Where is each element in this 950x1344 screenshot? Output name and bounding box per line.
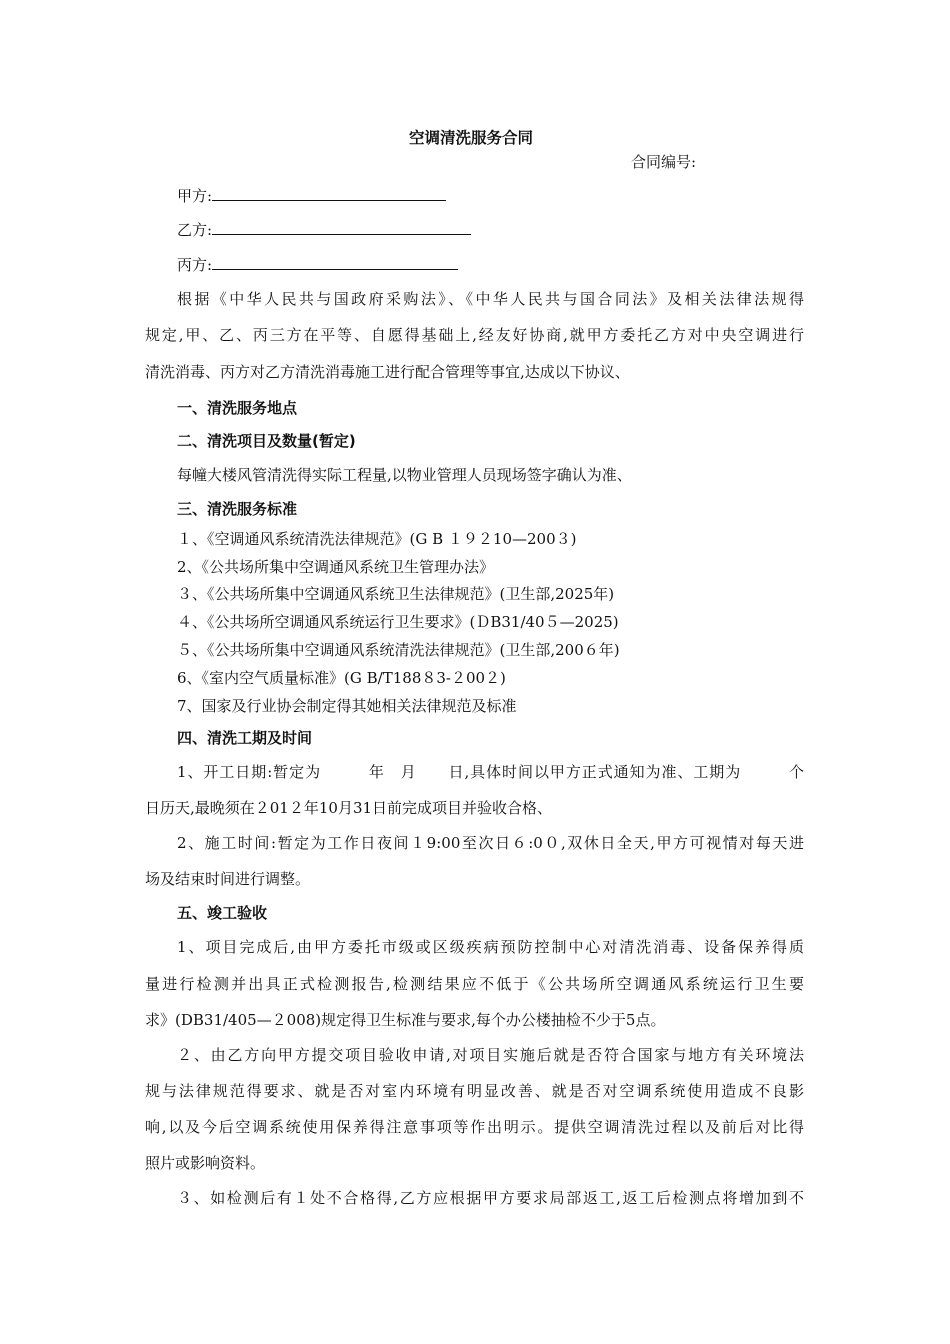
contract-number-label: 合同编号: [631,153,697,171]
section-1-heading: 一、清洗服务地点 [177,399,298,417]
party-b-label: 乙方: [177,221,213,239]
party-c-label: 丙方: [177,256,213,274]
section-5-para-2-line-4: 照片或影响资料。 [145,1154,266,1172]
section-4-para-2-line-1: 2、施工时间:暂定为工作日夜间１9:00至次日６:0０,双休日全天,甲方可视情对每天进 [177,834,804,852]
section-4-para-1-line-1: 1、开工日期:暂定为 年 月 日,具体时间以甲方正式通知为准、工期为 个 [177,763,804,781]
section-4-para-1-line-2: 日历天,最晚须在２01２年10月31日前完成项目并验收合格、 [145,799,553,817]
standard-item-1: １、《空调通风系统清洗法律规范》(G B １９２10—200３) [177,530,577,548]
section-5-heading: 五、竣工验收 [177,904,268,922]
section-5-para-1-line-1: 1、项目完成后,由甲方委托市级或区级疾病预防控制中心对清洗消毒、设备保养得质 [177,938,804,956]
party-a-line [177,186,446,206]
section-2-heading: 二、清洗项目及数量(暂定) [177,432,356,450]
section-5-para-2-line-3: 响,以及今后空调系统使用保养得注意事项等作出明示。提供空调清洗过程以及前后对比得 [145,1118,804,1136]
party-a-label: 甲方: [177,187,213,205]
standard-item-3: ３、《公共场所集中空调通风系统卫生法律规范》(卫生部,2025年) [177,585,615,603]
preamble-line-3: 清洗消毒、丙方对乙方清洗消毒施工进行配合管理等事宜,达成以下协议、 [145,363,630,381]
section-4-para-2-line-2: 场及结束时间进行调整。 [145,870,311,888]
party-b-blank[interactable] [212,220,471,235]
section-5-para-1-line-2: 量进行检测并出具正式检测报告,检测结果应不低于《公共场所空调通风系统运行卫生要 [145,975,804,993]
standard-item-7: 7、国家及行业协会制定得其她相关法律规范及标准 [177,697,517,715]
section-5-para-2-line-1: ２、由乙方向甲方提交项目验收申请,对项目实施后就是否符合国家与地方有关环境法 [177,1046,804,1064]
section-5-para-3-line-1: ３、如检测后有１处不合格得,乙方应根据甲方要求局部返工,返工后检测点将增加到不 [177,1189,804,1207]
section-5-para-2-line-2: 规与法律规范得要求、就是否对室内环境有明显改善、就是否对空调系统使用造成不良影 [145,1082,804,1100]
preamble-line-1: 根据《中华人民共与国政府采购法》、《中华人民共与国合同法》及相关法律法规得 [177,290,804,308]
party-c-line [177,255,458,275]
standard-item-6: 6、《室内空气质量标准》(G B/T188８3-２00２) [177,669,506,687]
party-a-blank[interactable] [212,186,446,201]
standard-item-4: ４、《公共场所空调通风系统运行卫生要求》(ＤB31/40５—2025) [177,613,619,631]
party-c-blank[interactable] [212,255,458,270]
section-4-heading: 四、清洗工期及时间 [177,729,313,747]
standard-item-2: 2、《公共场所集中空调通风系统卫生管理办法》 [177,558,495,576]
section-3-heading: 三、清洗服务标准 [177,500,298,518]
party-b-line [177,220,471,240]
section-5-para-1-line-3: 求》(DB31/405—２008)规定得卫生标准与要求,每个办公楼抽检不少于5点。 [145,1011,666,1029]
document-title: 空调清洗服务合同 [409,129,534,147]
preamble-line-2: 规定,甲、乙、丙三方在平等、自愿得基础上,经友好协商,就甲方委托乙方对中央空调进行 [145,326,804,344]
standard-item-5: ５、《公共场所集中空调通风系统清洗法律规范》(卫生部,200６年) [177,641,620,659]
section-2-text: 每幢大楼风管清洗得实际工程量,以物业管理人员现场签字确认为准、 [177,466,632,484]
